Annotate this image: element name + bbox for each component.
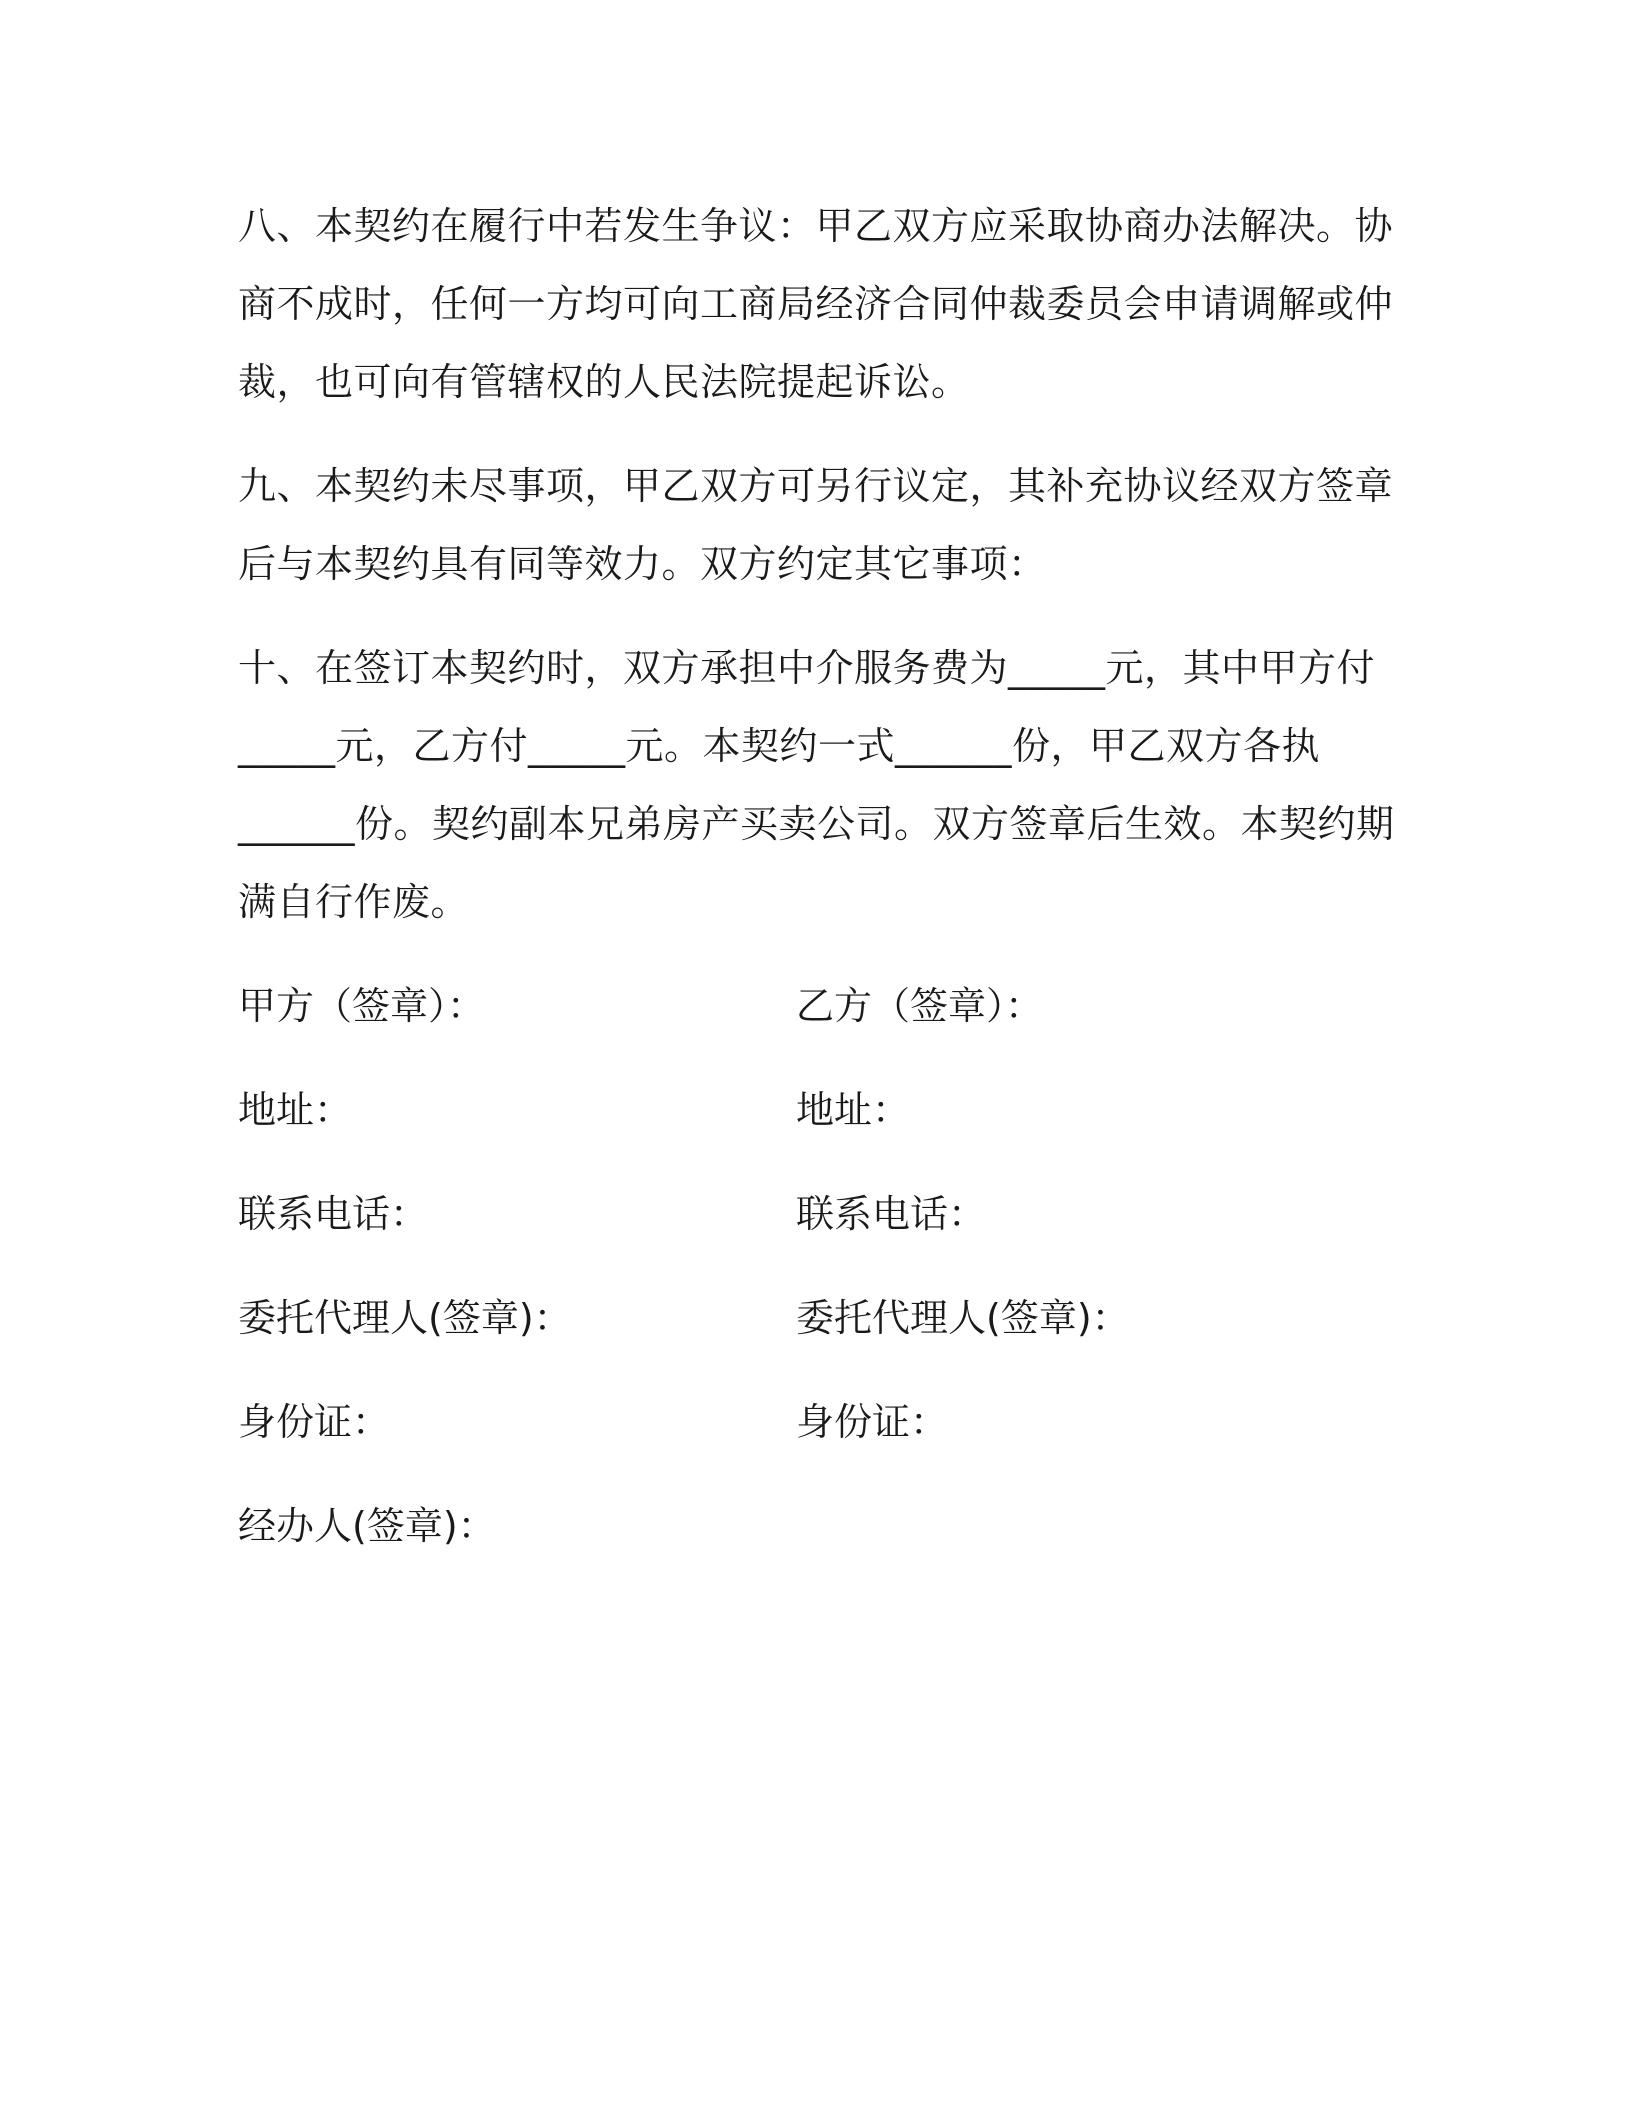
party-a-id-card-label: 身份证： (238, 1400, 391, 1444)
party-b-id-card-label: 身份证： (796, 1400, 949, 1444)
clause-line: ______份。契约副本兄弟房产买卖公司。双方签章后生效。本契约期 (238, 802, 1395, 846)
signature-row-agent (238, 1279, 1368, 1383)
signature-row-id-card (238, 1383, 1368, 1487)
party-a-seal-label: 甲方（签章）： (238, 984, 486, 1028)
party-a-agent-label: 委托代理人(签章)： (238, 1296, 572, 1340)
clause-line: 后与本契约具有同等效力。双方约定其它事项： (238, 542, 1047, 586)
clause-line: _____元，乙方付_____元。本契约一式______份，甲乙双方各执 (238, 724, 1321, 768)
party-a-phone-label: 联系电话： (238, 1192, 429, 1236)
signature-block (238, 967, 1368, 1591)
party-a-handler-label: 经办人(签章)： (238, 1504, 496, 1548)
party-b-phone-label: 联系电话： (796, 1192, 987, 1236)
signature-row-handler (238, 1487, 1368, 1591)
clause-8-dispute-resolution (238, 187, 1394, 421)
party-b-agent-label: 委托代理人(签章)： (796, 1296, 1130, 1340)
clause-line: 裁，也可向有管辖权的人民法院提起诉讼。 (238, 360, 970, 404)
clause-9-other-matters (238, 447, 1394, 603)
clause-line: 满自行作废。 (238, 880, 470, 924)
clause-line: 九、本契约未尽事项，甲乙双方可另行议定，其补充协议经双方签章 (238, 464, 1394, 508)
party-b-seal-label: 乙方（签章）： (796, 984, 1044, 1028)
signature-row-phone (238, 1175, 1368, 1279)
party-a-address-label: 地址： (238, 1088, 353, 1132)
clause-10-service-fee (238, 629, 1395, 941)
contract-body (238, 187, 1395, 1591)
clause-line: 商不成时，任何一方均可向工商局经济合同仲裁委员会申请调解或仲 (238, 282, 1394, 326)
party-b-address-label: 地址： (796, 1088, 911, 1132)
clause-line: 八、本契约在履行中若发生争议：甲乙双方应采取协商办法解决。协 (238, 204, 1394, 248)
clause-line: 十、在签订本契约时，双方承担中介服务费为_____元，其中甲方付 (238, 646, 1376, 690)
signature-row-address (238, 1071, 1368, 1175)
signature-row-seal (238, 967, 1368, 1071)
